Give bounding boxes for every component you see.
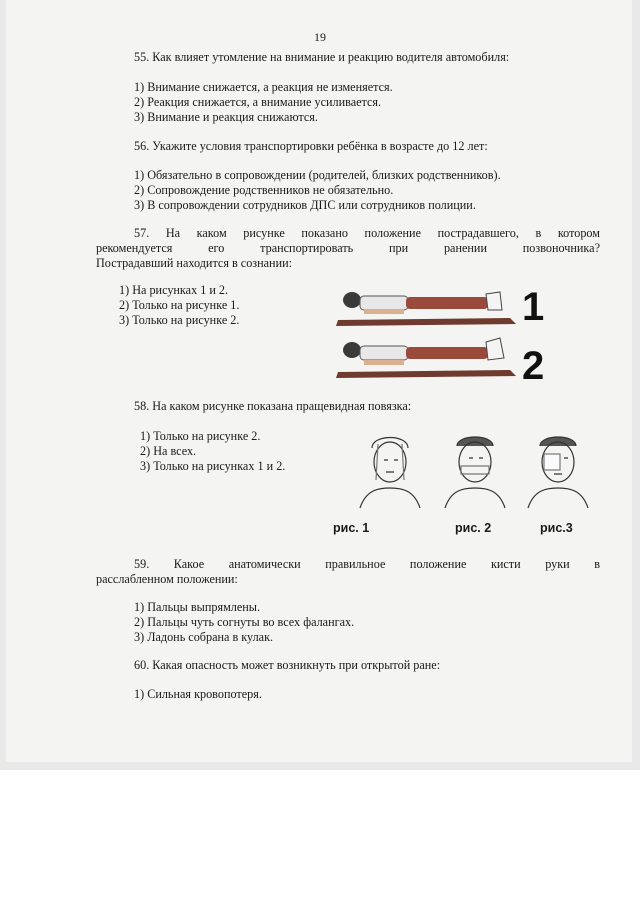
answer-56-1: 1) Обязательно в сопровождении (родителей, близких родственников). xyxy=(134,168,501,182)
face-figure-2 xyxy=(445,437,505,508)
answer-58-3: 3) Только на рисунках 1 и 2. xyxy=(140,459,286,473)
answer-57-2: 2) Только на рисунке 1. xyxy=(119,298,240,312)
figure-number-2: 2 xyxy=(522,344,545,382)
answer-56-2: 2) Сопровождение родственников не обязательно. xyxy=(134,183,394,197)
answer-55-1: 1) Внимание снижается, а реакция не изменяется. xyxy=(134,80,393,94)
question-58: 58. На каком рисунке показана пращевидная повязка: xyxy=(134,399,412,413)
caption-fig-2: рис. 2 xyxy=(455,521,492,535)
answer-59-3: 3) Ладонь собрана в кулак. xyxy=(134,630,274,644)
answer-58-2: 2) На всех. xyxy=(140,444,197,458)
face-figure-3 xyxy=(528,437,588,508)
caption-fig-3: рис.3 xyxy=(540,521,573,535)
answer-56-3: 3) В сопровождении сотрудников ДПС или сотрудников полиции. xyxy=(134,198,476,212)
question-55: 55. Как влияет утомление на внимание и реакцию водителя автомобиля: xyxy=(134,50,510,64)
page-number: 19 xyxy=(314,30,326,44)
caption-fig-1: рис. 1 xyxy=(333,521,370,535)
question-59-line-1: 59. Какое анатомически правильное положение кисти руки в xyxy=(134,557,600,571)
answer-60-1: 1) Сильная кровопотеря. xyxy=(134,687,262,701)
question-57-line-1: 57. На каком рисунке показано положение пострадавшего, в котором xyxy=(134,226,600,240)
answer-59-2: 2) Пальцы чуть согнуты во всех фалангах. xyxy=(134,615,355,629)
answer-58-1: 1) Только на рисунке 2. xyxy=(140,429,261,443)
answer-57-1: 1) На рисунках 1 и 2. xyxy=(119,283,229,297)
question-57-line-3: Пострадавший находится в сознании: xyxy=(96,256,292,270)
answer-59-1: 1) Пальцы выпрямлены. xyxy=(134,600,261,614)
figure-number-1: 1 xyxy=(522,285,545,329)
victim-position-figure xyxy=(330,282,560,382)
answer-55-2: 2) Реакция снижается, а внимание усиливается. xyxy=(134,95,382,109)
answer-55-3: 3) Внимание и реакция снижаются. xyxy=(134,110,318,124)
answer-57-3: 3) Только на рисунке 2. xyxy=(119,313,240,327)
bandage-faces-figure xyxy=(350,430,590,510)
victim-figure-1 xyxy=(336,292,516,326)
face-figure-1 xyxy=(360,438,420,509)
victim-figure-2 xyxy=(336,338,516,378)
question-59-line-2: расслабленном положении: xyxy=(96,572,238,586)
question-60: 60. Какая опасность может возникнуть при открытой ране: xyxy=(134,658,441,672)
question-56: 56. Укажите условия транспортировки ребёнка в возрасте до 12 лет: xyxy=(134,139,488,153)
question-57-line-2: рекомендуется его транспортировать при ранении позвоночника? xyxy=(96,241,600,255)
